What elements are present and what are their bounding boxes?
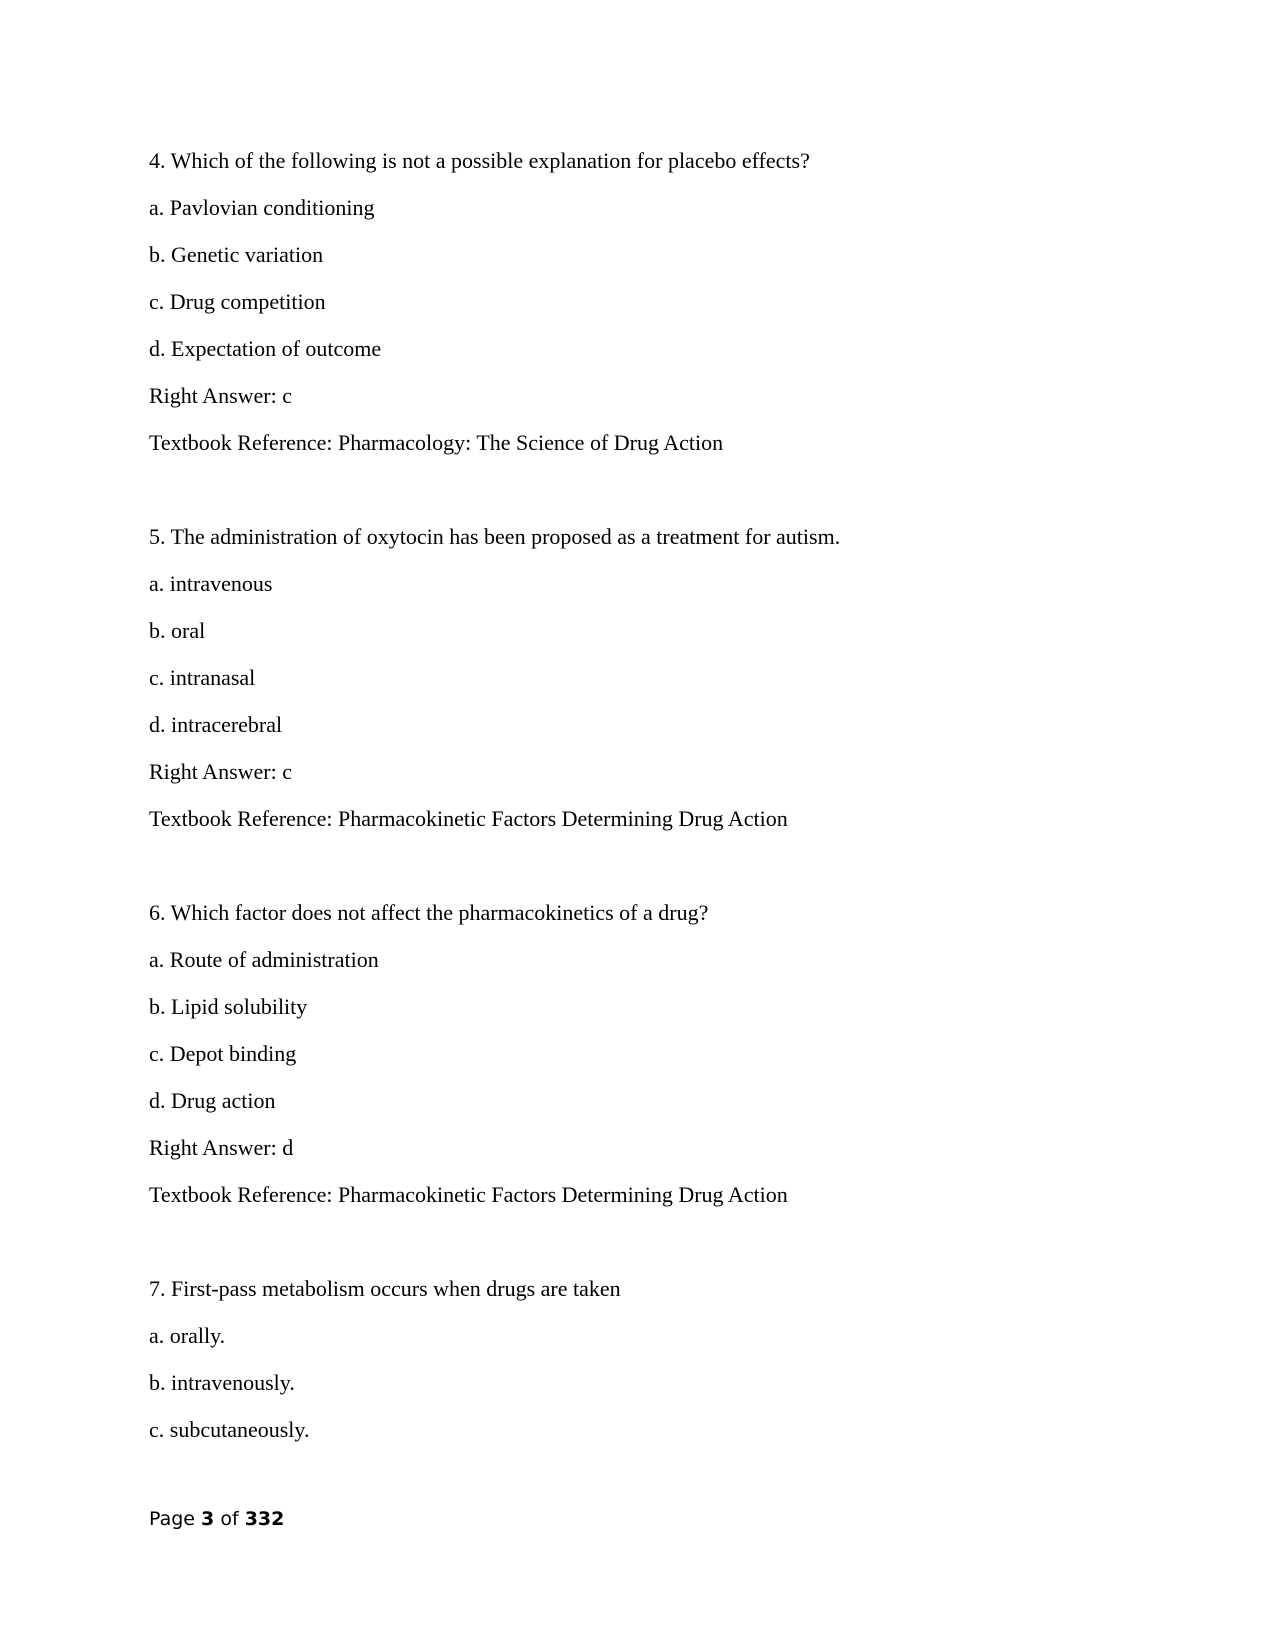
question-4-option-a: a. Pavlovian conditioning (149, 195, 375, 220)
question-6-option-b: b. Lipid solubility (149, 994, 308, 1019)
question-5-reference: Textbook Reference: Pharmacokinetic Factors Determining Drug Action (149, 806, 788, 831)
footer-total-pages: 332 (244, 1508, 285, 1530)
question-7-option-c: c. subcutaneously. (149, 1417, 310, 1442)
question-5-stem: 5. The administration of oxytocin has been proposed as a treatment for autism. (149, 524, 841, 549)
question-6-option-c: c. Depot binding (149, 1041, 297, 1066)
question-4-answer: Right Answer: c (149, 383, 292, 408)
question-6-answer: Right Answer: d (149, 1135, 294, 1160)
question-7-option-b: b. intravenously. (149, 1370, 295, 1395)
question-4-option-c: c. Drug competition (149, 289, 326, 314)
question-6-option-d: d. Drug action (149, 1088, 276, 1113)
question-5-option-d: d. intracerebral (149, 712, 283, 737)
page-footer (149, 1510, 284, 1529)
question-7-option-a: a. orally. (149, 1323, 226, 1348)
footer-page-word: Page (149, 1508, 195, 1530)
footer-current-page: 3 (201, 1508, 215, 1530)
question-4-reference: Textbook Reference: Pharmacology: The Science of Drug Action (149, 430, 724, 455)
question-7-stem: 7. First-pass metabolism occurs when drugs are taken (149, 1276, 621, 1301)
question-4-option-b: b. Genetic variation (149, 242, 324, 267)
question-6-stem: 6. Which factor does not affect the pharmacokinetics of a drug? (149, 900, 709, 925)
question-4-option-d: d. Expectation of outcome (149, 336, 382, 361)
footer-of-word: of (220, 1508, 239, 1530)
question-5-answer: Right Answer: c (149, 759, 292, 784)
question-5-option-b: b. oral (149, 618, 206, 643)
question-6-option-a: a. Route of administration (149, 947, 379, 972)
question-6-reference: Textbook Reference: Pharmacokinetic Factors Determining Drug Action (149, 1182, 788, 1207)
question-5-option-c: c. intranasal (149, 665, 256, 690)
question-5-option-a: a. intravenous (149, 571, 273, 596)
question-4-stem: 4. Which of the following is not a possible explanation for placebo effects? (149, 148, 810, 173)
